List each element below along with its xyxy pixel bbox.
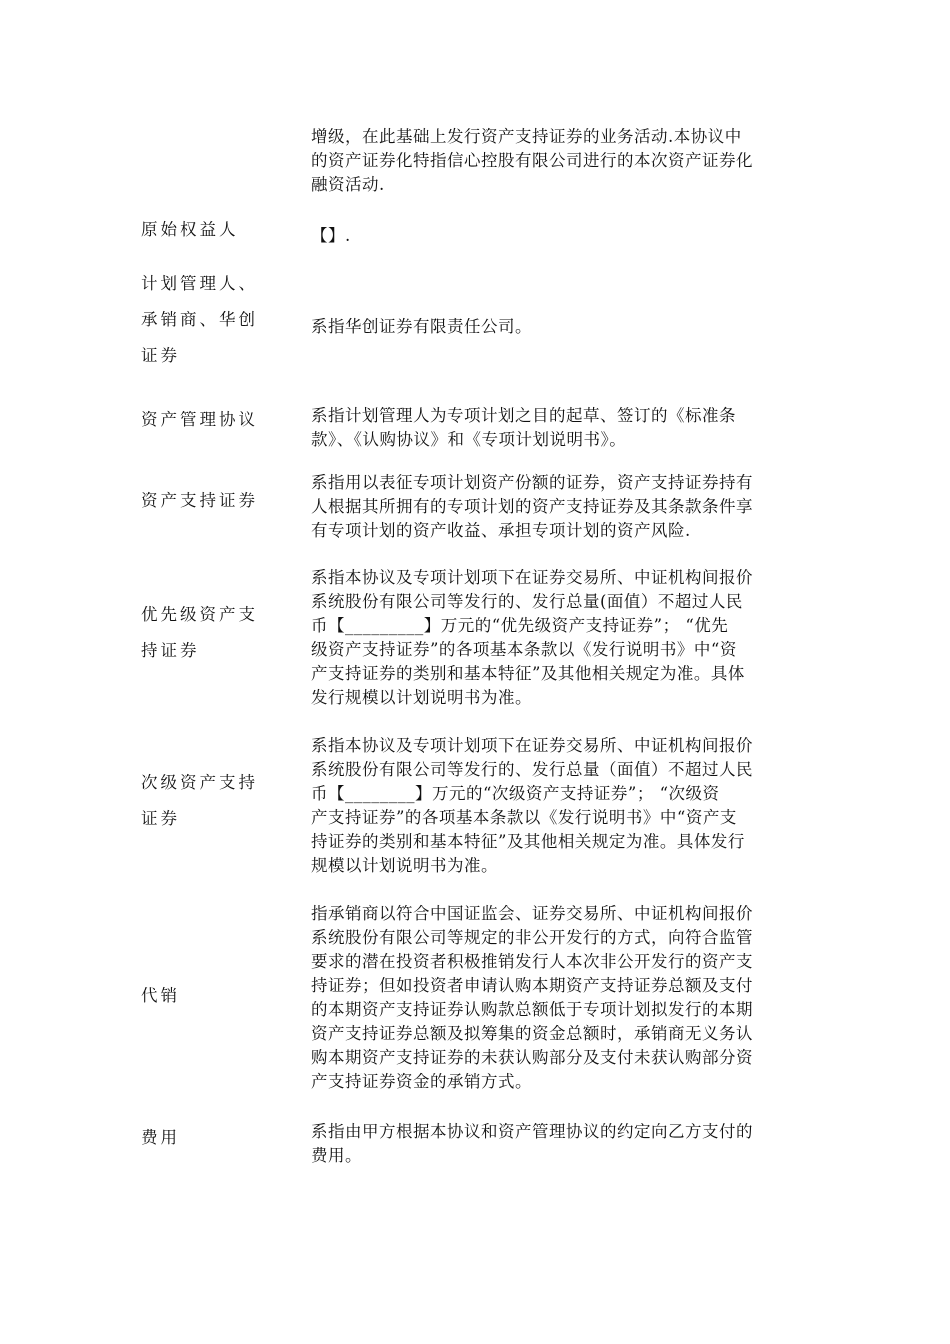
term-line: 持证券 [141, 641, 200, 660]
term-original-beneficiary [141, 212, 281, 248]
def-line: 产支持证券资金的承销方式。 [311, 1072, 532, 1091]
def-fees [311, 1120, 811, 1168]
def-line: 的本期资产支持证券认购款总额低于专项计划拟发行的本期 [311, 1000, 753, 1019]
def-line: 系指由甲方根据本协议和资产管理协议的约定向乙方支付的 [311, 1122, 753, 1141]
term-line: 次级资产支持 [141, 773, 258, 792]
def-asset-backed-security [311, 471, 811, 543]
def-line: 费用。 [311, 1146, 362, 1165]
term-line: 资产支持证券 [141, 491, 258, 510]
def-line: 系指本协议及专项计划项下在证券交易所、中证机构间报价 [311, 568, 753, 587]
def-senior-asset-backed-security [311, 566, 811, 710]
def-line: 持证券的类别和基本特征”及其他相关规定为准。具体发行 [311, 832, 745, 851]
def-line: 指承销商以符合中国证监会、证券交易所、中证机构间报价 [311, 904, 753, 923]
def-line: 发行规模以计划说明书为准。 [311, 688, 532, 707]
def-line: 有专项计划的资产收益、承担专项计划的资产风险. [311, 521, 691, 540]
def-line: 系指用以表征专项计划资产份额的证券，资产支持证券持有 [311, 473, 753, 492]
def-line: 系统股份有限公司等规定的非公开发行的方式，向符合监管 [311, 928, 753, 947]
intro-paragraph [311, 125, 811, 197]
def-line: 系指本协议及专项计划项下在证券交易所、中证机构间报价 [311, 736, 753, 755]
term-line: 代销 [141, 986, 180, 1005]
def-original-beneficiary [311, 224, 811, 248]
term-asset-management-agreement [141, 402, 281, 438]
term-line: 资产管理协议 [141, 410, 258, 429]
def-line: 级资产支持证券”的各项基本条款以《发行说明书》中“资 [311, 640, 737, 659]
def-line: 币【________】万元的“次级资产支持证券”； “次级资 [311, 784, 720, 803]
term-line: 证券 [141, 809, 180, 828]
term-line: 证券 [141, 346, 180, 365]
def-line: 要求的潜在投资者积极推销发行人本次非公开发行的资产支 [311, 952, 753, 971]
def-line: 产支持证券的类别和基本特征”及其他相关规定为准。具体 [311, 664, 745, 683]
intro-line: 的资产证券化特指信心控股有限公司进行的本次资产证券化 [311, 151, 753, 170]
term-line: 计划管理人、 [141, 274, 258, 293]
def-line: 系统股份有限公司等发行的、发行总量(面值）不超过人民 [311, 592, 743, 611]
def-line: 款》、《认购协议》和《专项计划说明书》。 [311, 430, 627, 449]
def-line: 产支持证券”的各项基本条款以《发行说明书》中“资产支 [311, 808, 737, 827]
def-plan-manager [311, 315, 811, 339]
term-fees [141, 1120, 281, 1156]
def-line: 【】. [311, 226, 351, 245]
def-agency-sale [311, 902, 811, 1094]
def-line: 系统股份有限公司等发行的、发行总量（面值）不超过人民 [311, 760, 753, 779]
intro-line: 增级，在此基础上发行资产支持证券的业务活动.本协议中 [311, 127, 742, 146]
term-plan-manager [141, 266, 281, 374]
term-agency-sale [141, 978, 281, 1014]
def-line: 资产支持证券总额及拟筹集的资金总额时，承销商无义务认 [311, 1024, 753, 1043]
term-line: 原始权益人 [141, 220, 239, 239]
term-line: 费用 [141, 1128, 180, 1147]
term-subordinate-asset-backed-security [141, 765, 281, 837]
def-line: 规模以计划说明书为准。 [311, 856, 498, 875]
term-line: 承销商、华创 [141, 310, 258, 329]
def-line: 系指计划管理人为专项计划之目的起草、签订的《标准条 [311, 406, 736, 425]
def-line: 购本期资产支持证券的未获认购部分及支付未获认购部分资 [311, 1048, 753, 1067]
def-line: 币【_________】万元的“优先级资产支持证券”； “优先 [311, 616, 729, 635]
term-line: 优先级资产支 [141, 605, 258, 624]
term-senior-asset-backed-security [141, 597, 281, 669]
def-line: 系指华创证券有限责任公司。 [311, 317, 532, 336]
term-asset-backed-security [141, 483, 281, 519]
def-line: 持证券；但如投资者申请认购本期资产支持证券总额及支付 [311, 976, 753, 995]
def-line: 人根据其所拥有的专项计划的资产支持证券及其条款条件享 [311, 497, 753, 516]
intro-line: 融资活动. [311, 175, 385, 194]
def-asset-management-agreement [311, 404, 811, 452]
def-subordinate-asset-backed-security [311, 734, 811, 878]
